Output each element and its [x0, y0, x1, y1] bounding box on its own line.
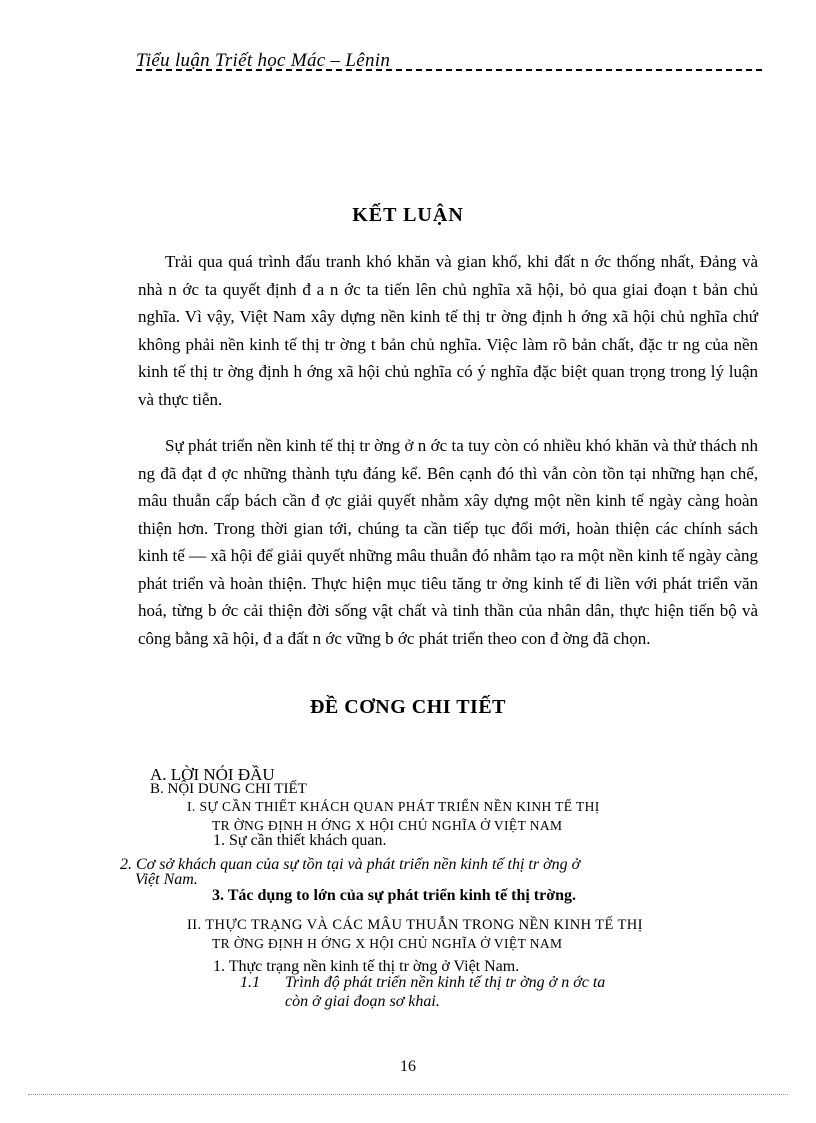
outline-item-2-1-1-number: 1.1 [240, 974, 260, 991]
outline-item-2-1-1-cont: còn ở giai đoạn sơ khai. [285, 993, 440, 1010]
outline-section-1-cont: TR ỜNG ĐỊNH H ỚNG X HỘI CHỦ NGHĨA Ở VIỆT NAM [212, 818, 563, 833]
outline-item-a: A. LỜI NÓI ĐẦU [150, 765, 275, 784]
footer-rule [28, 1094, 788, 1095]
outline-item-1-3: 3. Tác dụng to lớn của sự phát triển kinh tế thị trờng. [212, 887, 576, 904]
conclusion-paragraph-1: Trải qua quá trình đấu tranh khó khăn và gian khổ, khi đất n ớc thống nhất, Đảng và nhà n ớc ta quyết định đ a n ớc ta tiến lên chủ nghĩa xã hội, bỏ qua giai đoạn t bản chủ nghĩa. Vì vậy, Việt Nam xây dựng nền kinh tế thị tr ờng định h ớng xã hội chủ nghĩa chứ không phải nền kinh tế thị tr ờng t bản chủ nghĩa. Việc làm rõ bản chất, đặc tr ng của nền kinh tế thị tr ờng định h ớng xã hội chủ nghĩa có ý nghĩa đặc biệt quan trọng trong lý luận và thực tiễn. [138, 252, 758, 409]
outline-section-1: I. SỰ CẦN THIẾT KHÁCH QUAN PHÁT TRIỂN NỀN KINH TẾ THỊ [187, 799, 600, 814]
page-number: 16 [400, 1058, 416, 1075]
outline-heading: ĐỀ CƠNG CHI TIẾT [309, 696, 506, 718]
outline-item-1-2-cont: Việt Nam. [135, 871, 198, 888]
conclusion-heading: KẾT LUẬN [352, 204, 464, 226]
outline-item-1-1: 1. Sự cần thiết khách quan. [213, 832, 387, 849]
conclusion-paragraph-2: Sự phát triển nền kinh tế thị tr ờng ở n ớc ta tuy còn có nhiều khó khăn và thử thách nh ng đã đạt đ ợc những thành tựu đáng kể. Bên cạnh đó thì vẫn còn tồn tại những hạn chế, mâu thuẫn cấp bách cần đ ợc giải quyết nhằm xây dựng một nền kinh tế ngày càng hoàn thiện hơn. Trong thời gian tới, chúng ta cần tiếp tục đổi mới, hoàn thiện các chính sách kinh tế — xã hội để giải quyết những mâu thuẫn đó nhằm tạo ra một nền kinh tế ngày càng phát triển và hoàn thiện. Thực hiện mục tiêu tăng tr ởng kinh tế đi liền với phát triển văn hoá, từng b ớc cải thiện đời sống vật chất và tinh thần của nhân dân, thực hiện tiến bộ và công bằng xã hội, đ a đất n ớc vững b ớc phát triển theo con đ ờng đã chọn. [138, 436, 758, 648]
outline-section-2: II. THỰC TRẠNG VÀ CÁC MÂU THUẪN TRONG NỀN KINH TẾ THỊ [187, 917, 643, 933]
outline-item-b: B. NỘI DUNG CHI TIẾT [150, 781, 307, 797]
outline-item-2-1: 1. Thực trạng nền kinh tế thị tr ờng ở Việt Nam. [213, 958, 520, 975]
outline-item-1-2: 2. Cơ sở khách quan của sự tồn tại và phát triển nền kinh tế thị tr ờng ở [120, 856, 581, 873]
outline-item-2-1-1: Trình độ phát triển nền kinh tế thị tr ờng ở n ớc ta [285, 974, 606, 991]
header-rule [136, 69, 762, 71]
outline-section-2-cont: TR ỜNG ĐỊNH H ỚNG X HỘI CHỦ NGHĨA Ở VIỆT NAM [212, 936, 563, 951]
running-header: Tiểu luận Triết học Mác – Lênin [136, 50, 391, 71]
